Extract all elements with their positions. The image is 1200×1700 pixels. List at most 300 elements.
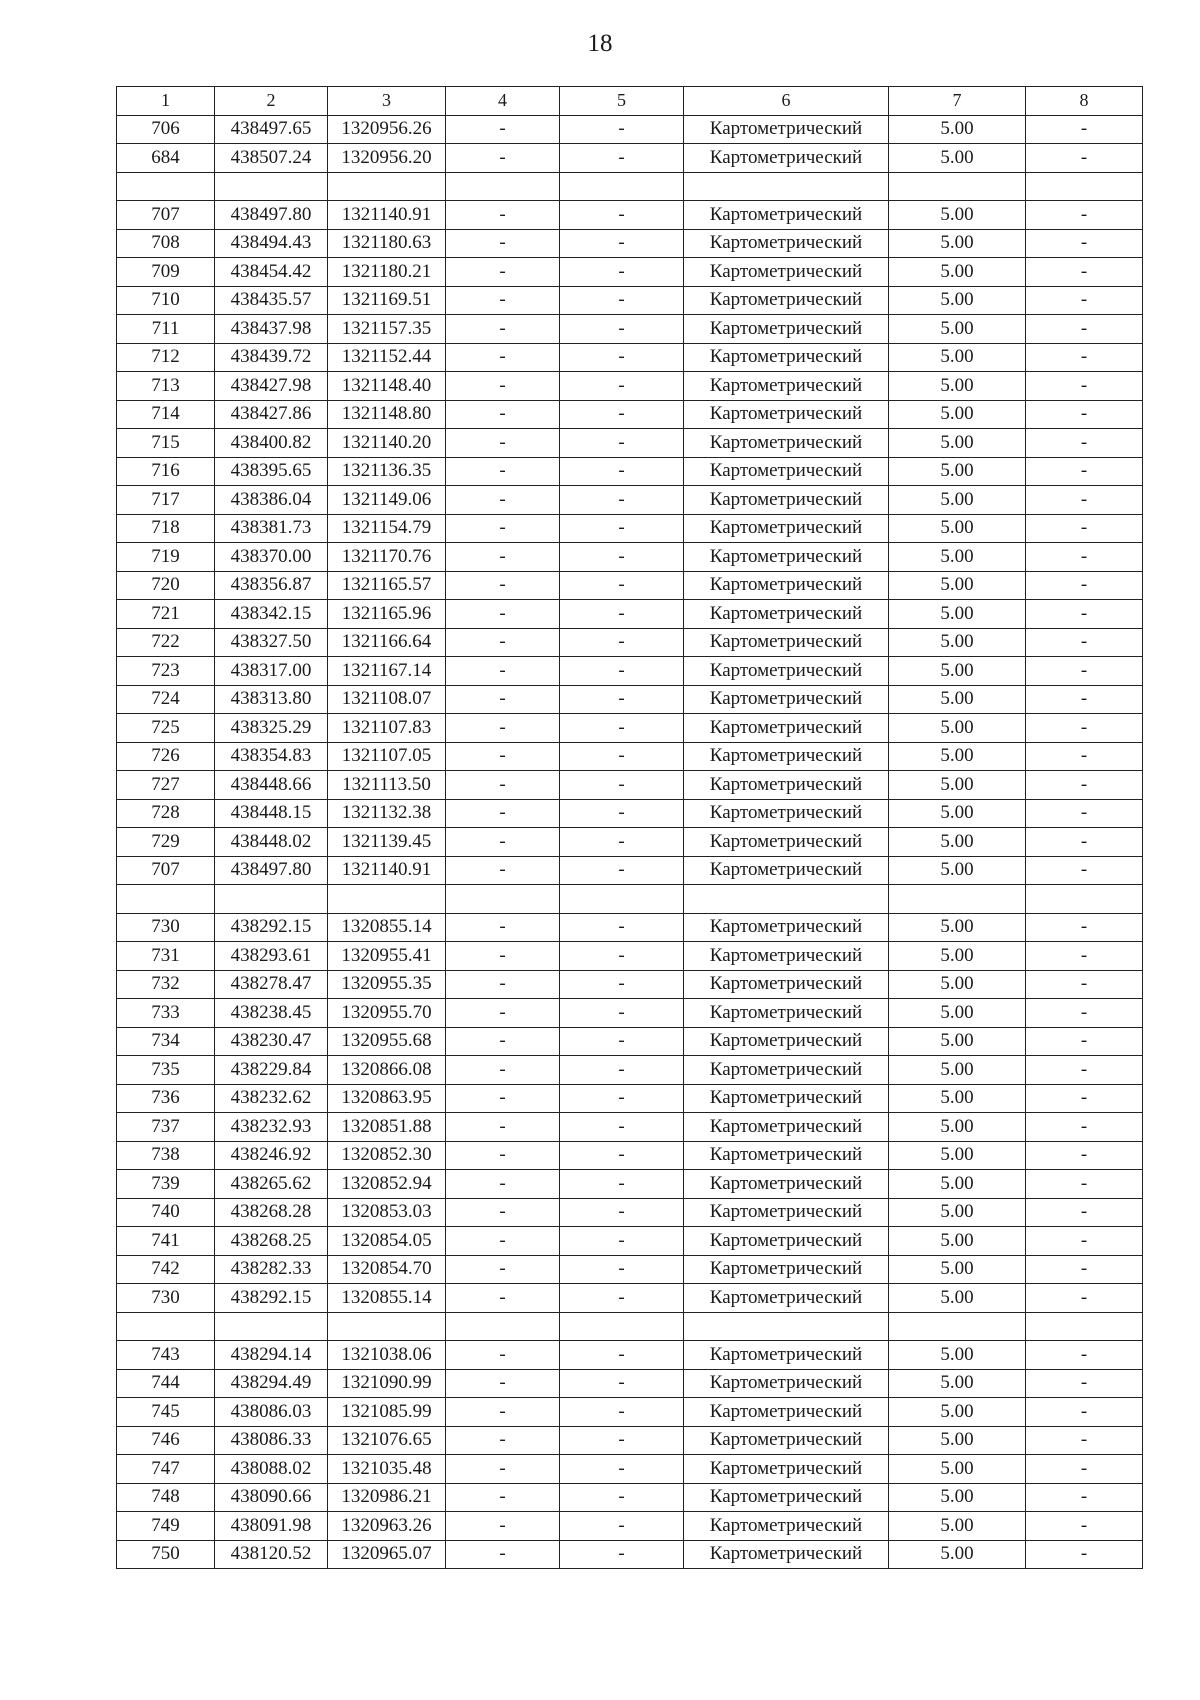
table-cell: 438091.98 bbox=[215, 1512, 328, 1541]
table-cell: 5.00 bbox=[889, 258, 1026, 287]
table-cell: - bbox=[1026, 1398, 1143, 1427]
table-cell: Картометрический bbox=[684, 685, 889, 714]
table-cell: 438238.45 bbox=[215, 999, 328, 1028]
table-cell: 745 bbox=[117, 1398, 215, 1427]
table-cell: 707 bbox=[117, 856, 215, 885]
table-cell: - bbox=[446, 799, 560, 828]
table-cell: 1320956.20 bbox=[328, 144, 446, 173]
table-cell: - bbox=[1026, 514, 1143, 543]
table-cell: 734 bbox=[117, 1027, 215, 1056]
column-header: 6 bbox=[684, 87, 889, 116]
table-cell: - bbox=[560, 429, 684, 458]
table-cell: - bbox=[446, 372, 560, 401]
table-cell: - bbox=[446, 1369, 560, 1398]
table-cell: - bbox=[560, 970, 684, 999]
table-cell: Картометрический bbox=[684, 913, 889, 942]
table-cell-empty bbox=[328, 1312, 446, 1341]
table-cell: 1320854.70 bbox=[328, 1255, 446, 1284]
table-cell: 5.00 bbox=[889, 372, 1026, 401]
table-separator-row bbox=[117, 1312, 1143, 1341]
table-cell: - bbox=[1026, 229, 1143, 258]
table-row bbox=[117, 144, 1143, 173]
table-cell: - bbox=[560, 1426, 684, 1455]
table-cell: 1321157.35 bbox=[328, 315, 446, 344]
table-cell: - bbox=[1026, 1369, 1143, 1398]
table-cell: 438327.50 bbox=[215, 628, 328, 657]
table-row bbox=[117, 999, 1143, 1028]
table-cell-empty bbox=[117, 1312, 215, 1341]
table-cell: 1320851.88 bbox=[328, 1113, 446, 1142]
table-row bbox=[117, 201, 1143, 230]
table-cell: - bbox=[560, 486, 684, 515]
table-cell-empty bbox=[328, 172, 446, 201]
table-cell: - bbox=[446, 1483, 560, 1512]
table-cell: Картометрический bbox=[684, 1398, 889, 1427]
table-cell: Картометрический bbox=[684, 372, 889, 401]
table-cell: 731 bbox=[117, 942, 215, 971]
table-cell: - bbox=[560, 372, 684, 401]
table-cell: 438246.92 bbox=[215, 1141, 328, 1170]
table-cell: 5.00 bbox=[889, 457, 1026, 486]
table-cell: 438090.66 bbox=[215, 1483, 328, 1512]
table-cell: 712 bbox=[117, 343, 215, 372]
table-row bbox=[117, 1084, 1143, 1113]
table-cell: 725 bbox=[117, 714, 215, 743]
table-cell-empty bbox=[215, 1312, 328, 1341]
table-cell-empty bbox=[684, 1312, 889, 1341]
table-cell: 1321165.57 bbox=[328, 571, 446, 600]
table-cell: Картометрический bbox=[684, 942, 889, 971]
table-cell: - bbox=[560, 856, 684, 885]
table-row bbox=[117, 970, 1143, 999]
table-cell: 728 bbox=[117, 799, 215, 828]
table-cell: - bbox=[560, 1113, 684, 1142]
table-cell: 1321136.35 bbox=[328, 457, 446, 486]
table-row bbox=[117, 1141, 1143, 1170]
table-cell: - bbox=[1026, 429, 1143, 458]
table-cell: 438230.47 bbox=[215, 1027, 328, 1056]
table-cell: - bbox=[1026, 1027, 1143, 1056]
table-cell: 438356.87 bbox=[215, 571, 328, 600]
table-cell: - bbox=[560, 571, 684, 600]
table-cell: 5.00 bbox=[889, 999, 1026, 1028]
table-cell: 739 bbox=[117, 1170, 215, 1199]
table-cell: 5.00 bbox=[889, 913, 1026, 942]
table-cell: - bbox=[446, 657, 560, 686]
table-cell: Картометрический bbox=[684, 144, 889, 173]
table-cell: 747 bbox=[117, 1455, 215, 1484]
table-cell: - bbox=[446, 1227, 560, 1256]
table-cell: - bbox=[446, 1341, 560, 1370]
table-cell: Картометрический bbox=[684, 600, 889, 629]
table-cell: 438086.03 bbox=[215, 1398, 328, 1427]
table-cell: 1321132.38 bbox=[328, 799, 446, 828]
table-cell: 438232.62 bbox=[215, 1084, 328, 1113]
table-cell: 717 bbox=[117, 486, 215, 515]
table-cell: 730 bbox=[117, 913, 215, 942]
table-cell: 5.00 bbox=[889, 771, 1026, 800]
table-cell: - bbox=[1026, 201, 1143, 230]
table-cell: - bbox=[446, 685, 560, 714]
table-cell: 730 bbox=[117, 1284, 215, 1313]
table-row bbox=[117, 1398, 1143, 1427]
table-cell: 1321107.05 bbox=[328, 742, 446, 771]
table-cell: Картометрический bbox=[684, 1056, 889, 1085]
table-cell: 706 bbox=[117, 115, 215, 144]
table-cell: Картометрический bbox=[684, 628, 889, 657]
table-cell: 1321140.91 bbox=[328, 856, 446, 885]
table-cell: Картометрический bbox=[684, 514, 889, 543]
table-cell: 709 bbox=[117, 258, 215, 287]
table-cell: - bbox=[1026, 1227, 1143, 1256]
table-cell: 438342.15 bbox=[215, 600, 328, 629]
table-row bbox=[117, 1284, 1143, 1313]
table-cell: 1321148.80 bbox=[328, 400, 446, 429]
table-cell: 1320863.95 bbox=[328, 1084, 446, 1113]
table-cell: - bbox=[560, 1369, 684, 1398]
table-cell: - bbox=[446, 1540, 560, 1569]
table-cell: Картометрический bbox=[684, 1113, 889, 1142]
table-cell: Картометрический bbox=[684, 970, 889, 999]
table-cell: - bbox=[1026, 970, 1143, 999]
table-cell: - bbox=[446, 913, 560, 942]
table-cell: 5.00 bbox=[889, 1227, 1026, 1256]
table-cell: - bbox=[1026, 372, 1143, 401]
table-cell: - bbox=[446, 1027, 560, 1056]
table-cell: Картометрический bbox=[684, 1455, 889, 1484]
table-cell: 438370.00 bbox=[215, 543, 328, 572]
table-cell: Картометрический bbox=[684, 201, 889, 230]
table-cell-empty bbox=[1026, 885, 1143, 914]
table-cell: - bbox=[560, 1483, 684, 1512]
table-cell: - bbox=[446, 571, 560, 600]
table-cell: 438086.33 bbox=[215, 1426, 328, 1455]
table-cell: Картометрический bbox=[684, 343, 889, 372]
table-cell: - bbox=[1026, 628, 1143, 657]
table-cell: Картометрический bbox=[684, 1512, 889, 1541]
table-cell: - bbox=[1026, 1284, 1143, 1313]
table-cell: Картометрический bbox=[684, 742, 889, 771]
table-cell: - bbox=[446, 1512, 560, 1541]
table-cell: 438354.83 bbox=[215, 742, 328, 771]
table-cell: Картометрический bbox=[684, 286, 889, 315]
table-cell: - bbox=[560, 286, 684, 315]
column-header: 7 bbox=[889, 87, 1026, 116]
table-cell: - bbox=[1026, 714, 1143, 743]
table-cell-empty bbox=[1026, 1312, 1143, 1341]
column-header: 1 bbox=[117, 87, 215, 116]
table-cell: - bbox=[1026, 343, 1143, 372]
table-cell-empty bbox=[117, 172, 215, 201]
table-cell: - bbox=[560, 400, 684, 429]
table-cell: - bbox=[560, 771, 684, 800]
table-cell: 5.00 bbox=[889, 714, 1026, 743]
table-cell: 1321154.79 bbox=[328, 514, 446, 543]
table-row bbox=[117, 429, 1143, 458]
table-separator-row bbox=[117, 172, 1143, 201]
table-row bbox=[117, 457, 1143, 486]
table-cell: - bbox=[1026, 1255, 1143, 1284]
table-cell: - bbox=[560, 942, 684, 971]
table-body bbox=[117, 115, 1143, 1569]
table-cell: Картометрический bbox=[684, 571, 889, 600]
table-cell: 1321180.63 bbox=[328, 229, 446, 258]
table-cell: 749 bbox=[117, 1512, 215, 1541]
table-separator-row bbox=[117, 885, 1143, 914]
table-cell: 438439.72 bbox=[215, 343, 328, 372]
table-cell: 711 bbox=[117, 315, 215, 344]
table-cell: 724 bbox=[117, 685, 215, 714]
table-cell: 5.00 bbox=[889, 1512, 1026, 1541]
table-cell: 710 bbox=[117, 286, 215, 315]
table-cell: 684 bbox=[117, 144, 215, 173]
table-cell: Картометрический bbox=[684, 1084, 889, 1113]
table-cell: - bbox=[1026, 799, 1143, 828]
table-cell: 5.00 bbox=[889, 115, 1026, 144]
table-cell: - bbox=[560, 1341, 684, 1370]
table-cell: Картометрический bbox=[684, 315, 889, 344]
table-cell: 438507.24 bbox=[215, 144, 328, 173]
table-cell: 741 bbox=[117, 1227, 215, 1256]
table-row bbox=[117, 1056, 1143, 1085]
table-row bbox=[117, 828, 1143, 857]
table-cell: Картометрический bbox=[684, 856, 889, 885]
table-cell: - bbox=[560, 229, 684, 258]
table-cell: 1320965.07 bbox=[328, 1540, 446, 1569]
table-cell: 438292.15 bbox=[215, 1284, 328, 1313]
table-cell: - bbox=[446, 1255, 560, 1284]
table-cell-empty bbox=[889, 172, 1026, 201]
table-cell: Картометрический bbox=[684, 1426, 889, 1455]
table-row bbox=[117, 486, 1143, 515]
table-cell: - bbox=[446, 429, 560, 458]
table-cell: - bbox=[446, 1084, 560, 1113]
table-cell: 1321140.20 bbox=[328, 429, 446, 458]
table-cell: - bbox=[1026, 144, 1143, 173]
table-cell: 438386.04 bbox=[215, 486, 328, 515]
table-cell: - bbox=[560, 1198, 684, 1227]
table-row bbox=[117, 1369, 1143, 1398]
table-cell: 1321149.06 bbox=[328, 486, 446, 515]
table-cell: - bbox=[1026, 1540, 1143, 1569]
table-cell: - bbox=[1026, 400, 1143, 429]
table-cell: 438294.14 bbox=[215, 1341, 328, 1370]
table-cell: - bbox=[560, 201, 684, 230]
table-row bbox=[117, 1198, 1143, 1227]
table-cell: 1320852.94 bbox=[328, 1170, 446, 1199]
table-cell: - bbox=[446, 771, 560, 800]
table-cell: 5.00 bbox=[889, 685, 1026, 714]
table-cell: 748 bbox=[117, 1483, 215, 1512]
table-row bbox=[117, 543, 1143, 572]
table-cell: - bbox=[446, 343, 560, 372]
table-cell: - bbox=[560, 1227, 684, 1256]
table-cell: Картометрический bbox=[684, 543, 889, 572]
table-cell: - bbox=[560, 828, 684, 857]
table-row bbox=[117, 1170, 1143, 1199]
table-cell: - bbox=[1026, 856, 1143, 885]
table-cell: 1320955.41 bbox=[328, 942, 446, 971]
table-cell: - bbox=[1026, 657, 1143, 686]
table-cell: - bbox=[560, 543, 684, 572]
table-cell: - bbox=[1026, 457, 1143, 486]
table-cell: 5.00 bbox=[889, 1483, 1026, 1512]
table-cell: 1321166.64 bbox=[328, 628, 446, 657]
table-cell: - bbox=[560, 799, 684, 828]
table-cell: - bbox=[1026, 1056, 1143, 1085]
table-cell: - bbox=[1026, 1483, 1143, 1512]
table-cell: - bbox=[446, 144, 560, 173]
table-row bbox=[117, 600, 1143, 629]
table-cell: 1321085.99 bbox=[328, 1398, 446, 1427]
table-cell: 736 bbox=[117, 1084, 215, 1113]
table-row bbox=[117, 714, 1143, 743]
table-cell: 1320955.70 bbox=[328, 999, 446, 1028]
table-cell: 438278.47 bbox=[215, 970, 328, 999]
table-cell: 722 bbox=[117, 628, 215, 657]
table-row bbox=[117, 1341, 1143, 1370]
table-cell: Картометрический bbox=[684, 429, 889, 458]
table-cell: 1321139.45 bbox=[328, 828, 446, 857]
table-cell: 727 bbox=[117, 771, 215, 800]
table-row bbox=[117, 1027, 1143, 1056]
table-cell: 438325.29 bbox=[215, 714, 328, 743]
table-cell: - bbox=[560, 144, 684, 173]
table-cell: 744 bbox=[117, 1369, 215, 1398]
table-cell: - bbox=[560, 600, 684, 629]
table-cell: - bbox=[560, 714, 684, 743]
table-header-row bbox=[117, 87, 1143, 116]
table-row bbox=[117, 343, 1143, 372]
table-cell: - bbox=[446, 258, 560, 287]
table-cell: Картометрический bbox=[684, 115, 889, 144]
table-cell: - bbox=[560, 628, 684, 657]
table-cell: 438293.61 bbox=[215, 942, 328, 971]
table-cell: 1320963.26 bbox=[328, 1512, 446, 1541]
table-cell-empty bbox=[446, 1312, 560, 1341]
table-row bbox=[117, 315, 1143, 344]
table-cell: 5.00 bbox=[889, 1341, 1026, 1370]
table-row bbox=[117, 1512, 1143, 1541]
table-cell: 438395.65 bbox=[215, 457, 328, 486]
table-cell: 438497.80 bbox=[215, 856, 328, 885]
table-cell: Картометрический bbox=[684, 828, 889, 857]
table-cell: 1320956.26 bbox=[328, 115, 446, 144]
table-cell-empty bbox=[560, 172, 684, 201]
table-cell: 719 bbox=[117, 543, 215, 572]
table-cell: 438232.93 bbox=[215, 1113, 328, 1142]
table-cell: 5.00 bbox=[889, 1255, 1026, 1284]
table-cell: 438454.42 bbox=[215, 258, 328, 287]
table-cell: 1320955.35 bbox=[328, 970, 446, 999]
table-cell: 737 bbox=[117, 1113, 215, 1142]
page-number: 18 bbox=[587, 30, 613, 57]
table-cell: 5.00 bbox=[889, 1113, 1026, 1142]
table-cell: 1321170.76 bbox=[328, 543, 446, 572]
table-cell: - bbox=[1026, 1426, 1143, 1455]
table-cell: 438400.82 bbox=[215, 429, 328, 458]
table-row bbox=[117, 1255, 1143, 1284]
table-cell: 1320852.30 bbox=[328, 1141, 446, 1170]
table-cell: 5.00 bbox=[889, 486, 1026, 515]
table-cell-empty bbox=[560, 885, 684, 914]
table-cell: 738 bbox=[117, 1141, 215, 1170]
table-cell: - bbox=[1026, 1198, 1143, 1227]
table-cell: - bbox=[446, 828, 560, 857]
table-cell: Картометрический bbox=[684, 258, 889, 287]
table-row bbox=[117, 372, 1143, 401]
table-cell-empty bbox=[446, 172, 560, 201]
table-cell: 735 bbox=[117, 1056, 215, 1085]
table-cell: - bbox=[1026, 258, 1143, 287]
table-cell: 438265.62 bbox=[215, 1170, 328, 1199]
table-cell: Картометрический bbox=[684, 999, 889, 1028]
table-cell: Картометрический bbox=[684, 1170, 889, 1199]
table-cell: 1321152.44 bbox=[328, 343, 446, 372]
table-cell: Картометрический bbox=[684, 1198, 889, 1227]
table-cell: 5.00 bbox=[889, 799, 1026, 828]
table-cell: 1320866.08 bbox=[328, 1056, 446, 1085]
table-cell: 5.00 bbox=[889, 229, 1026, 258]
table-cell: 1321167.14 bbox=[328, 657, 446, 686]
table-cell: - bbox=[560, 315, 684, 344]
table-cell: 5.00 bbox=[889, 828, 1026, 857]
table-row bbox=[117, 514, 1143, 543]
table-cell: 1321107.83 bbox=[328, 714, 446, 743]
table-cell: - bbox=[446, 486, 560, 515]
table-cell: Картометрический bbox=[684, 1284, 889, 1313]
table-cell: - bbox=[1026, 1455, 1143, 1484]
table-cell: - bbox=[560, 457, 684, 486]
table-cell: - bbox=[1026, 286, 1143, 315]
table-cell: 5.00 bbox=[889, 286, 1026, 315]
table-cell: 5.00 bbox=[889, 1027, 1026, 1056]
table-row bbox=[117, 771, 1143, 800]
table-cell: - bbox=[560, 115, 684, 144]
table-cell: - bbox=[446, 315, 560, 344]
table-cell-empty bbox=[1026, 172, 1143, 201]
table-cell: 438497.65 bbox=[215, 115, 328, 144]
table-row bbox=[117, 571, 1143, 600]
table-cell-empty bbox=[328, 885, 446, 914]
table-cell: - bbox=[560, 742, 684, 771]
table-cell: - bbox=[446, 514, 560, 543]
table-row bbox=[117, 1426, 1143, 1455]
table-cell: - bbox=[446, 970, 560, 999]
table-cell-empty bbox=[117, 885, 215, 914]
table-cell: Картометрический bbox=[684, 229, 889, 258]
table-cell: - bbox=[446, 1056, 560, 1085]
table-cell: Картометрический bbox=[684, 486, 889, 515]
table-cell: 5.00 bbox=[889, 1284, 1026, 1313]
table-cell: 1320986.21 bbox=[328, 1483, 446, 1512]
table-cell: 1321090.99 bbox=[328, 1369, 446, 1398]
table-cell: - bbox=[1026, 942, 1143, 971]
table-cell: 5.00 bbox=[889, 742, 1026, 771]
table-cell: Картометрический bbox=[684, 1540, 889, 1569]
table-cell: 1321076.65 bbox=[328, 1426, 446, 1455]
table-cell: - bbox=[560, 1084, 684, 1113]
table-cell: Картометрический bbox=[684, 799, 889, 828]
table-cell: 1321035.48 bbox=[328, 1455, 446, 1484]
table-cell: 715 bbox=[117, 429, 215, 458]
table-cell: 5.00 bbox=[889, 1369, 1026, 1398]
table-cell: - bbox=[1026, 1141, 1143, 1170]
table-cell: 5.00 bbox=[889, 201, 1026, 230]
table-cell: Картометрический bbox=[684, 1341, 889, 1370]
table-cell: - bbox=[1026, 600, 1143, 629]
table-cell: - bbox=[446, 229, 560, 258]
